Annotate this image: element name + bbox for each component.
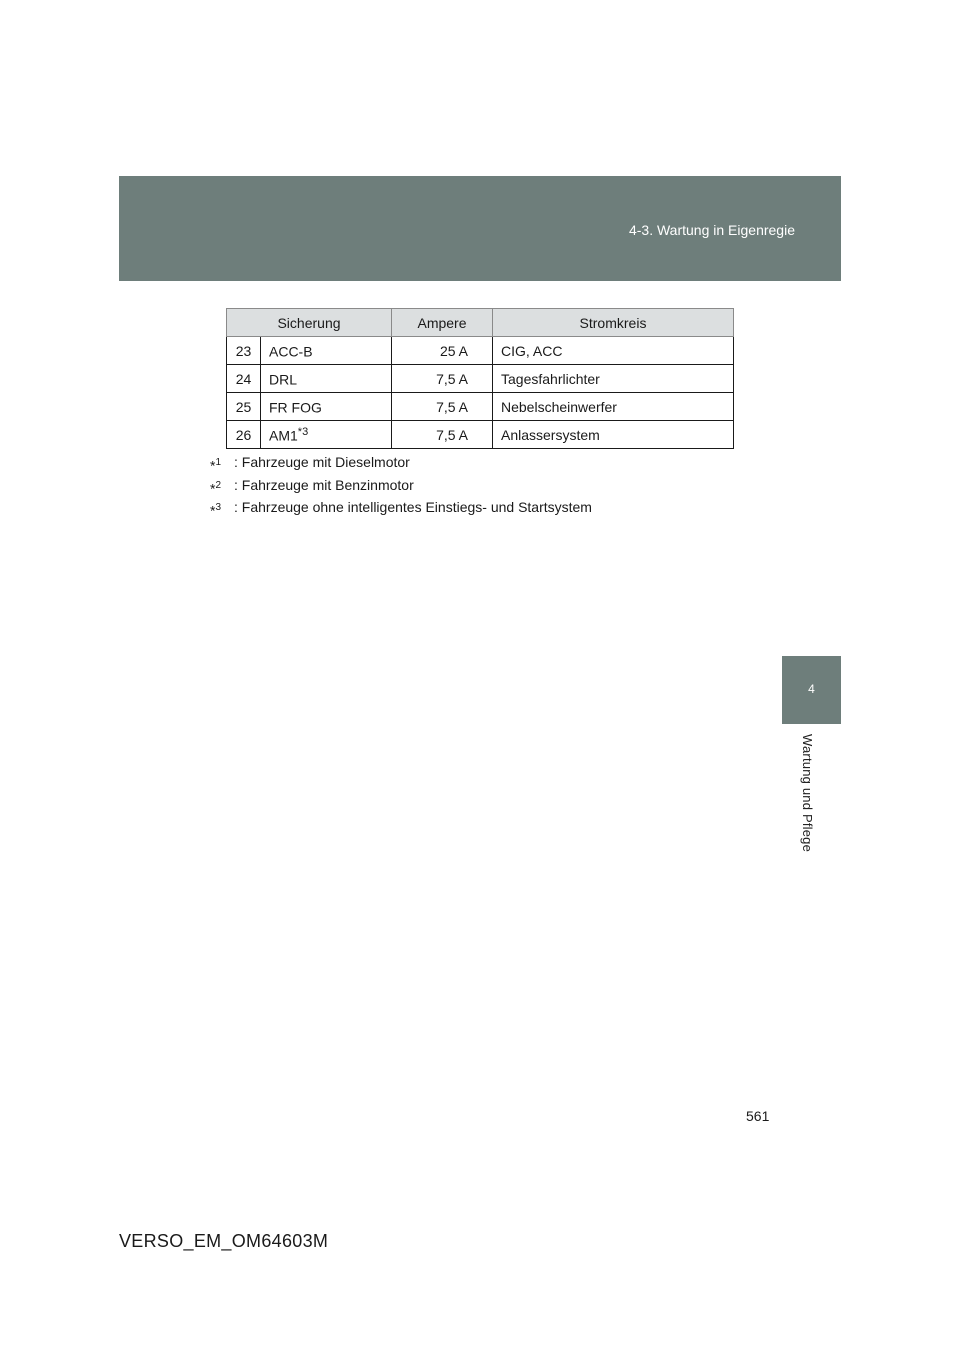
section-title: 4-3. Wartung in Eigenregie [628, 222, 795, 238]
chapter-number: 4 [808, 682, 815, 696]
chapter-label: Wartung und Pflege [800, 734, 815, 853]
fuse-ampere: 7,5 A [392, 393, 493, 421]
fuse-number: 23 [227, 337, 261, 365]
fuse-number: 24 [227, 365, 261, 393]
footnote: *$^1$ : Fahrzeuge mit Dieselmotor [210, 454, 410, 474]
fuse-ampere: 25 A [392, 337, 493, 365]
fuse-name: DRL [261, 365, 392, 393]
table-row [227, 365, 734, 393]
fuse-circuit: Anlassersystem [493, 421, 734, 449]
page-number: 561 [746, 1108, 770, 1124]
table-header-row [227, 309, 734, 337]
fuse-circuit: CIG, ACC [493, 337, 734, 365]
fuse-number: 25 [227, 393, 261, 421]
fuse-circuit: Tagesfahrlichter [493, 365, 734, 393]
table-row [227, 337, 734, 365]
footnote: *$^2$ : Fahrzeuge mit Benzinmotor [210, 476, 414, 497]
footnotes [210, 453, 592, 521]
fuse-ampere: 7,5 A [392, 421, 493, 449]
col-header-ampere: Ampere [392, 309, 493, 337]
document-code: VERSO_EM_OM64603M [119, 1231, 329, 1251]
fuse-name: ACC-B [261, 337, 392, 365]
footnote: *$^3$ : Fahrzeuge ohne intelligentes Einstiegs- und Startsystem [210, 499, 592, 519]
chapter-tab [782, 656, 841, 724]
table-row [227, 421, 734, 449]
table-row [227, 393, 734, 421]
fuse-ampere: 7,5 A [392, 365, 493, 393]
fuse-table [226, 308, 734, 449]
fuse-number: 26 [227, 421, 261, 449]
chapter-header-band [119, 176, 841, 281]
footnote-ref: *3 [297, 425, 309, 438]
fuse-name: FR FOG [261, 393, 392, 421]
fuse-circuit: Nebelscheinwerfer [493, 393, 734, 421]
fuse-name: AM1$^{*3}$ [261, 421, 392, 449]
col-header-fuse: Sicherung [227, 309, 392, 337]
col-header-circuit: Stromkreis [493, 309, 734, 337]
